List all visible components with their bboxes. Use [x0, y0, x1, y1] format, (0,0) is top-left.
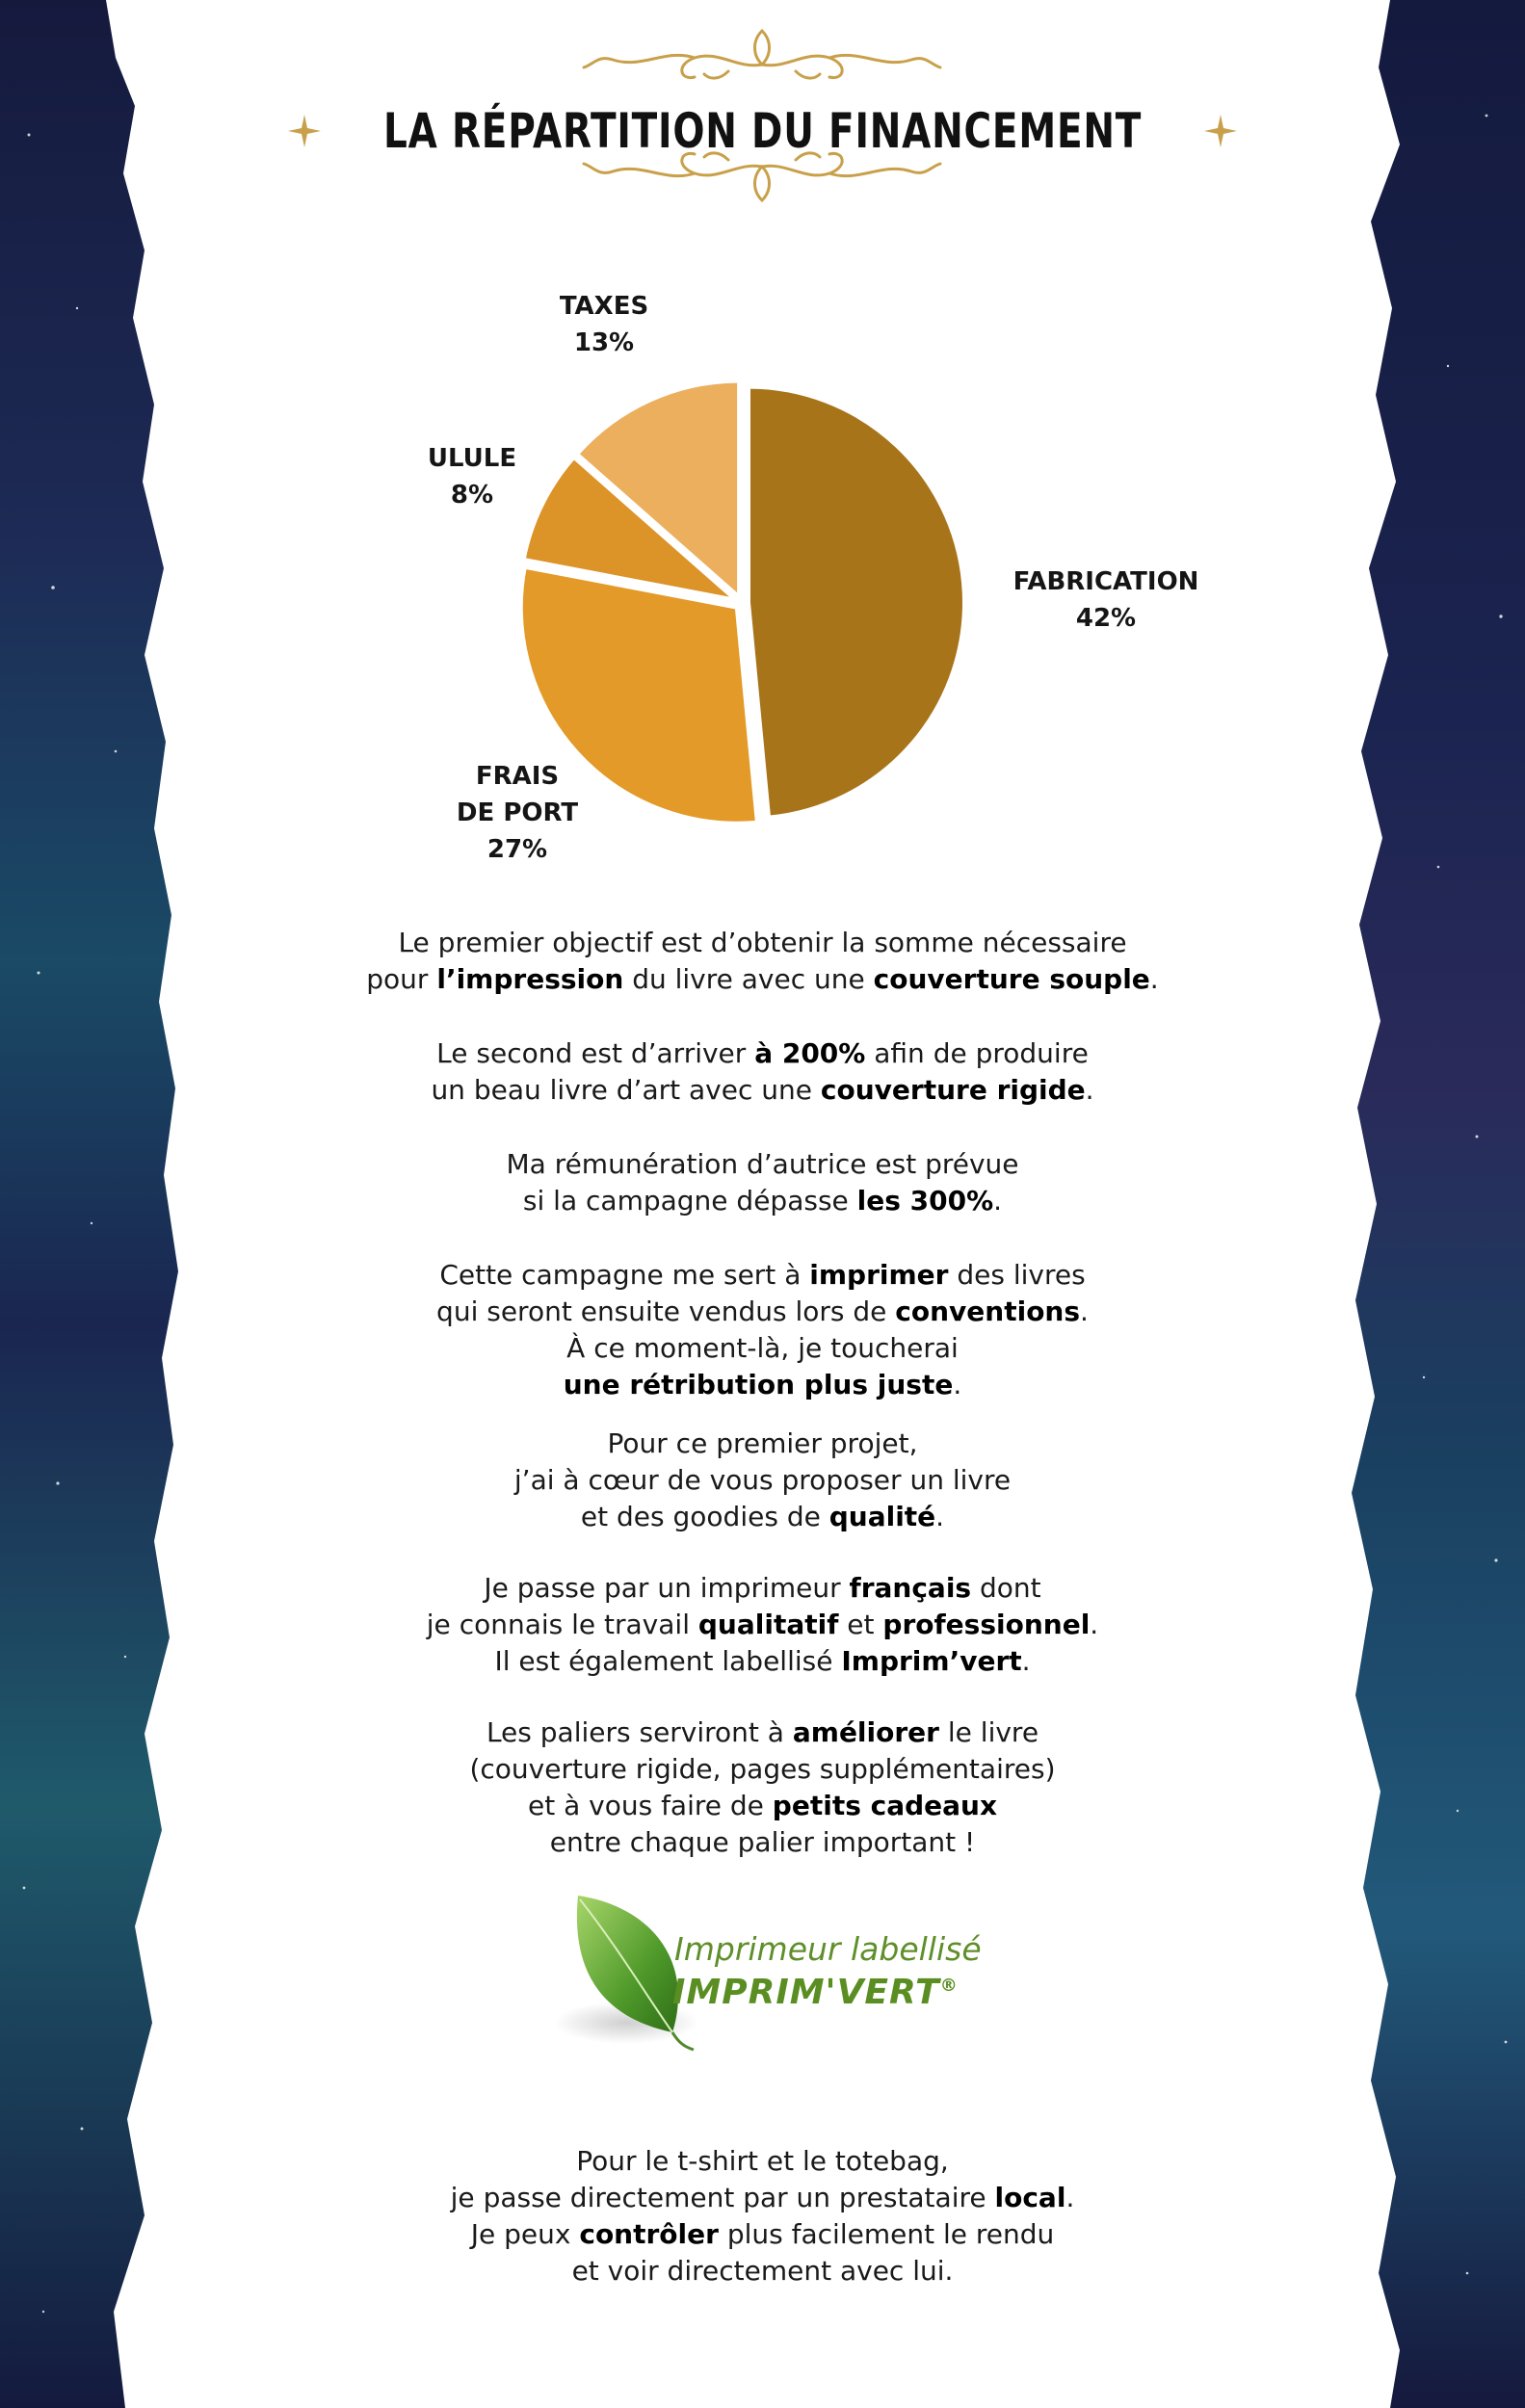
text-run: Le second est d’arriver [436, 1037, 755, 1069]
text-run: et à vous faire de [527, 1790, 773, 1821]
sparkle-left-icon [286, 113, 323, 149]
text-run: . [1085, 1074, 1094, 1106]
text-run: afin de produire [865, 1037, 1089, 1069]
text-run: pour [366, 963, 437, 995]
bold-text: Imprim’vert [841, 1645, 1022, 1677]
bold-text: qualité [828, 1501, 936, 1532]
pie-label-fabrication: FABRICATION 42% [1012, 567, 1199, 633]
text-run: . [953, 1369, 962, 1400]
text-run: . [1021, 1645, 1031, 1677]
bold-text: français [849, 1572, 972, 1604]
pie-label-ulule: ULULE 8% [427, 444, 517, 510]
text-run: des livres [948, 1259, 1086, 1291]
text-run: entre chaque palier important ! [549, 1826, 976, 1858]
bold-text: améliorer [792, 1716, 939, 1748]
bold-text: qualitatif [697, 1609, 839, 1640]
ornament-flourish-top [574, 21, 950, 89]
logo-line-2 [672, 1973, 959, 2012]
paragraph-7 [289, 1714, 1236, 1861]
imprimvert-logo [549, 1888, 992, 2061]
registered-mark: ® [939, 1976, 959, 1996]
text-run: (couverture rigide, pages supplémentaires) [469, 1753, 1056, 1785]
bold-text: petits cadeaux [772, 1790, 998, 1821]
bold-text: imprimer [809, 1259, 949, 1291]
paragraph-2 [289, 1035, 1236, 1109]
content-area [193, 0, 1332, 2408]
text-run: je passe directement par un prestataire [450, 2182, 995, 2213]
bold-text: l’impression [436, 963, 624, 995]
text-run: . [1090, 1609, 1099, 1640]
text-run: dont [971, 1572, 1041, 1604]
bold-text: conventions [895, 1296, 1081, 1327]
bold-text: les 300% [856, 1185, 994, 1217]
text-run: je connais le travail [426, 1609, 698, 1640]
text-run: . [993, 1185, 1003, 1217]
text-run: si la campagne dépasse [522, 1185, 857, 1217]
text-run: Le premier objectif est d’obtenir la somme nécessaire [398, 927, 1127, 958]
sparkle-right-icon [1202, 113, 1239, 149]
text-run: Pour ce premier projet, [607, 1427, 918, 1459]
text-run: Il est également labellisé [494, 1645, 842, 1677]
text-run: le livre [938, 1716, 1039, 1748]
paragraph-4 [289, 1257, 1236, 1403]
text-run: Je peux [470, 2218, 580, 2250]
logo-line-1: Imprimeur labellisé [674, 1930, 982, 1968]
galaxy-border-right [1332, 0, 1525, 2408]
text-run: . [935, 1501, 945, 1532]
text-run: . [1065, 2182, 1075, 2213]
text-run: plus facilement le rendu [718, 2218, 1055, 2250]
ornament-flourish-bottom [574, 143, 950, 210]
bold-text: couverture souple [873, 963, 1150, 995]
text-run: Cette campagne me sert à [439, 1259, 810, 1291]
bold-text: à 200% [754, 1037, 866, 1069]
funding-pie-chart [193, 260, 1332, 915]
bold-text: contrôler [579, 2218, 719, 2250]
bold-text: local [994, 2182, 1066, 2213]
text-run: et des goodies de [580, 1501, 829, 1532]
paragraph-1 [289, 925, 1236, 998]
text-run: j’ai à cœur de vous proposer un livre [513, 1464, 1012, 1496]
text-run: et [838, 1609, 883, 1640]
text-run: qui seront ensuite vendus lors de [436, 1296, 896, 1327]
text-run: du livre avec une [623, 963, 874, 995]
page-title: LA RÉPARTITION DU FINANCEMENT [382, 103, 1143, 159]
text-run: . [1149, 963, 1159, 995]
bold-text: professionnel [882, 1609, 1091, 1640]
text-run: À ce moment-là, je toucherai [566, 1332, 959, 1364]
paragraph-6 [289, 1570, 1236, 1680]
paragraph-3 [289, 1146, 1236, 1219]
logo-brand: IMPRIM'VERT [672, 1973, 940, 2012]
text-run: Ma rémunération d’autrice est prévue [506, 1148, 1019, 1180]
bold-text: couverture rigide [820, 1074, 1086, 1106]
paragraph-5 [289, 1426, 1236, 1535]
text-run: Je passe par un imprimeur [484, 1572, 850, 1604]
pie-slice-fabrication [749, 387, 964, 818]
text-run: Pour le t-shirt et le totebag, [576, 2145, 949, 2177]
paragraph-8 [289, 2143, 1236, 2290]
text-run: et voir directement avec lui. [571, 2255, 954, 2287]
bold-text: une rétribution plus juste [563, 1369, 954, 1400]
text-run: Les paliers serviront à [486, 1716, 793, 1748]
text-run: . [1080, 1296, 1089, 1327]
text-run: un beau livre d’art avec une [431, 1074, 821, 1106]
pie-label-taxes: TAXES 13% [559, 292, 649, 357]
galaxy-border-left [0, 0, 193, 2408]
pie-label-frais-de-port: FRAIS DE PORT 27% [456, 762, 579, 864]
